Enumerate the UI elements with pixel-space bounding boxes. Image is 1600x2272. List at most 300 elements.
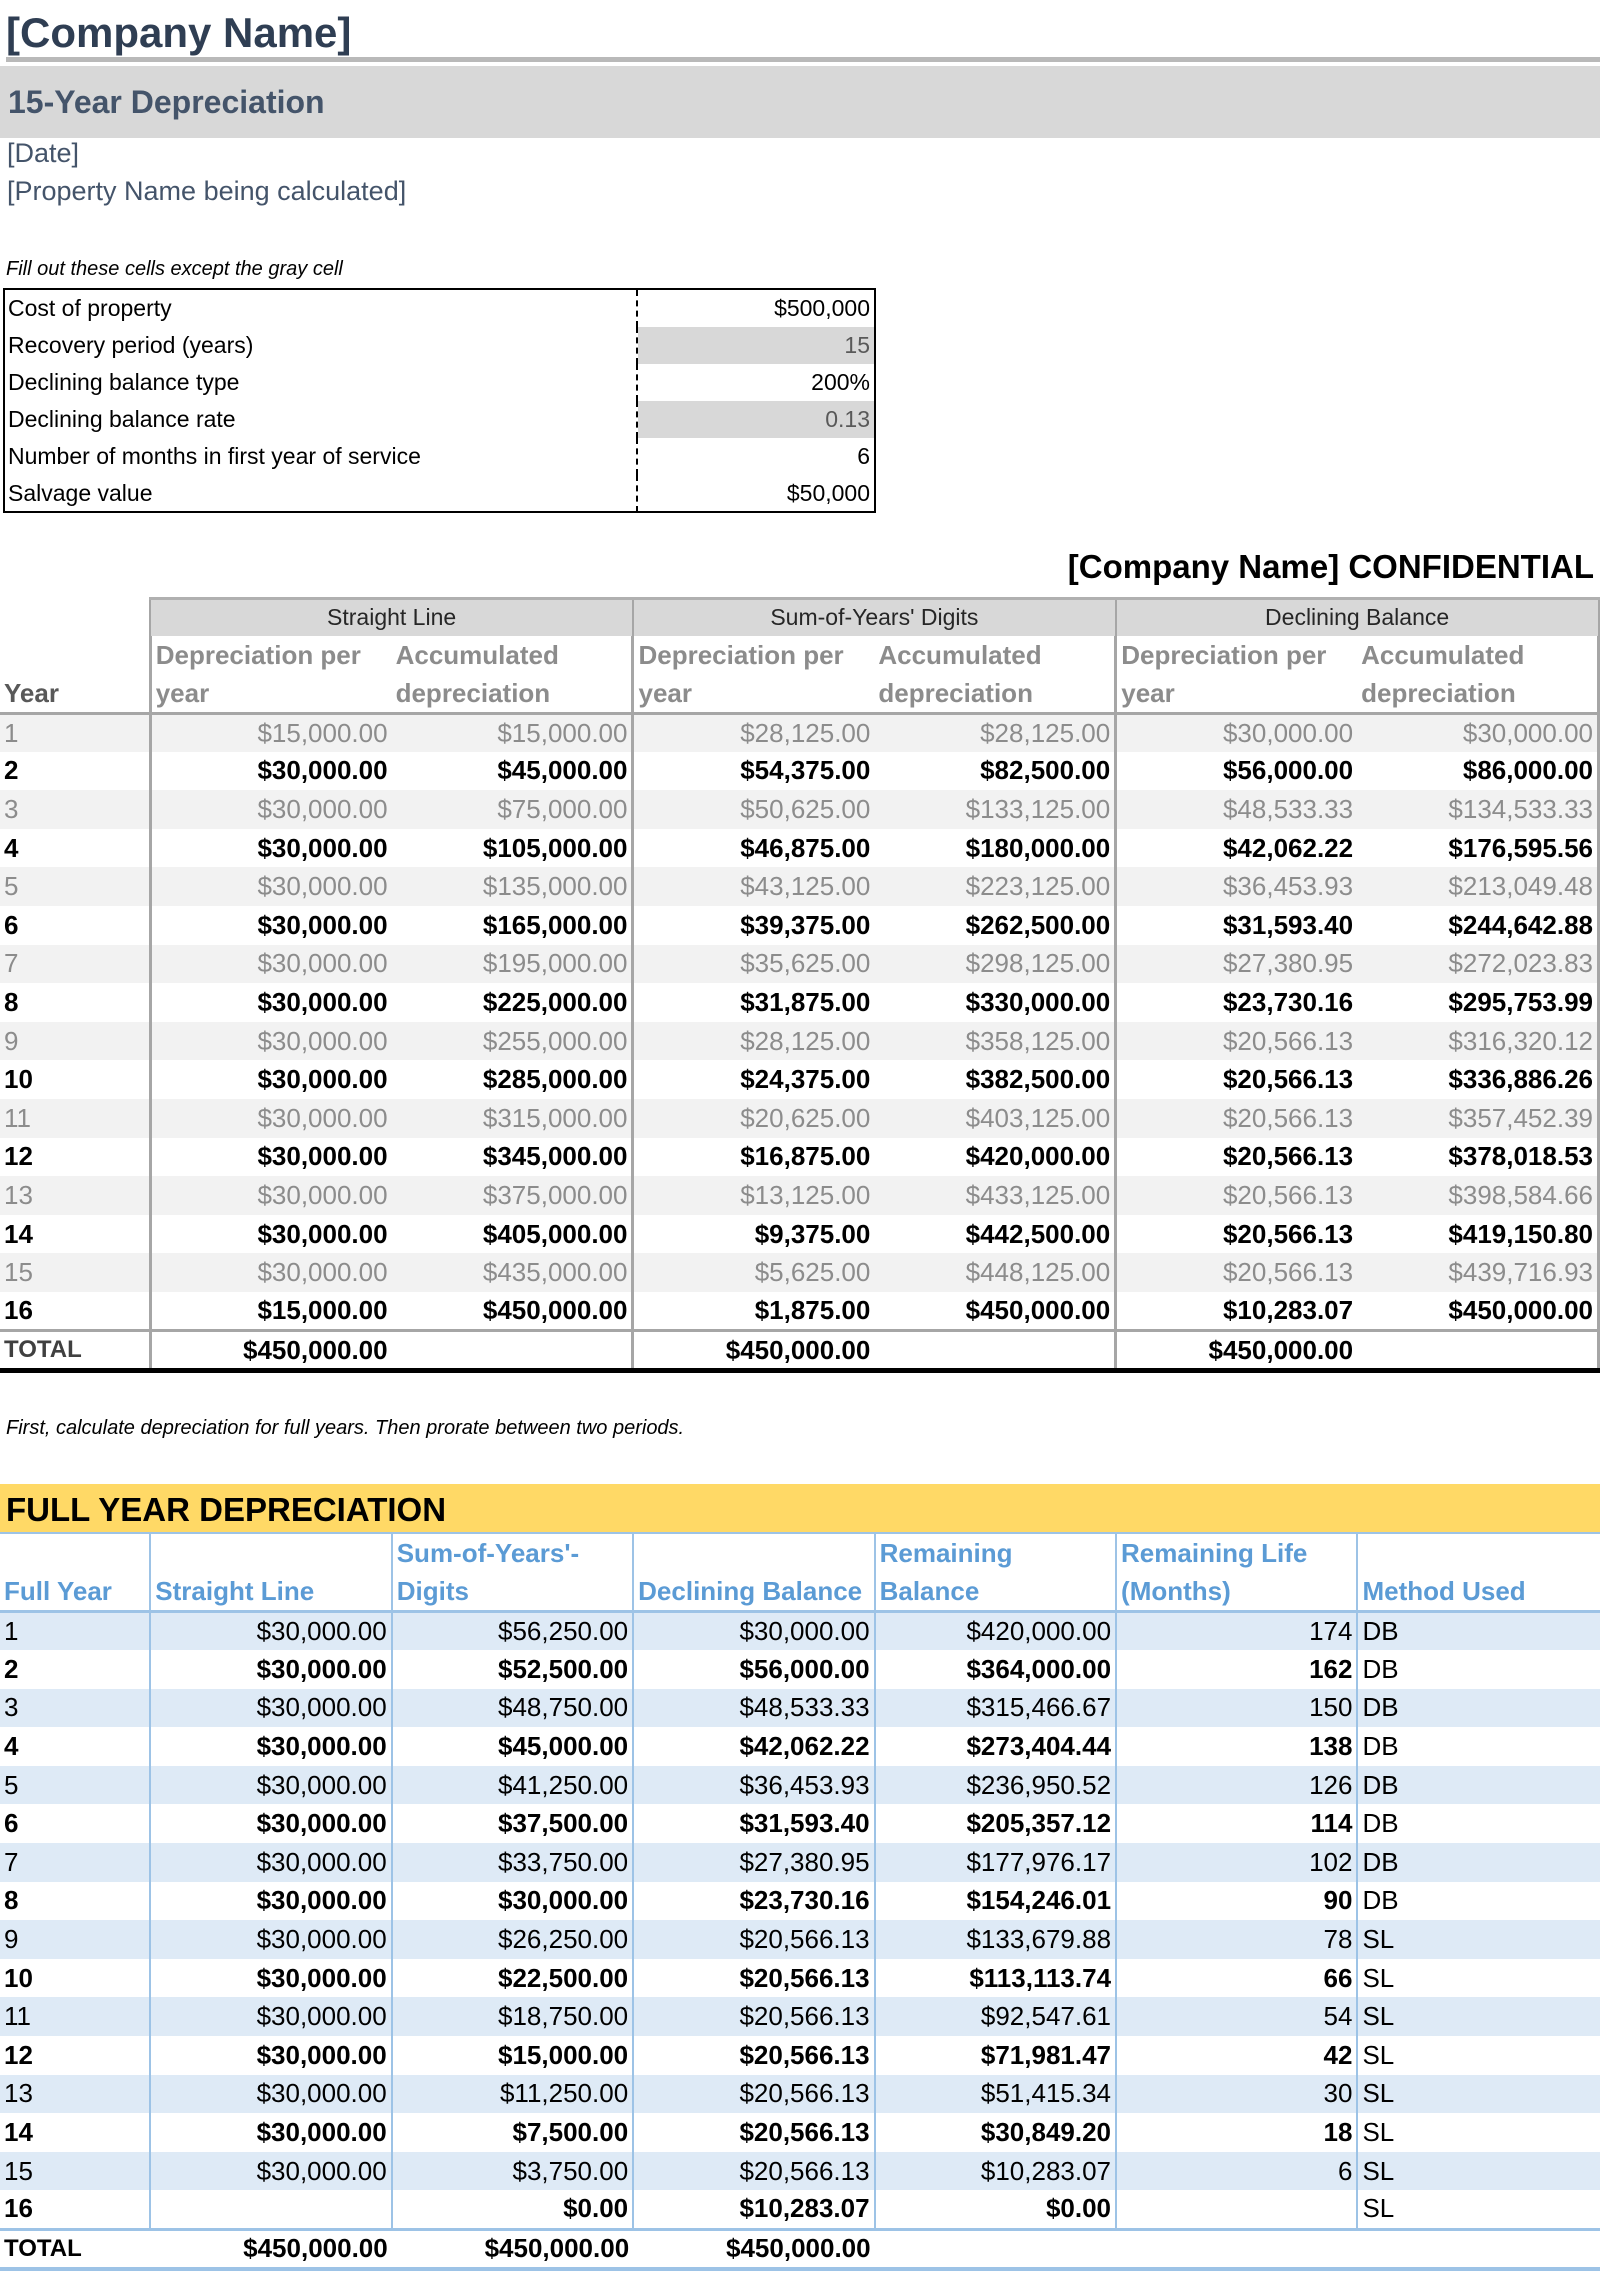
fy-year-cell: 2	[0, 1650, 150, 1689]
fy-total-label: TOTAL	[0, 2229, 150, 2269]
fy-rb-cell: $133,679.88	[875, 1920, 1116, 1959]
syd-dep-cell: $54,375.00	[633, 752, 874, 791]
year-cell: 13	[0, 1176, 150, 1215]
table-row	[0, 2152, 1600, 2191]
table-row	[0, 1689, 1600, 1728]
table-row	[0, 983, 1599, 1022]
year-cell: 4	[0, 829, 150, 868]
fy-syd-cell: $37,500.00	[392, 1804, 633, 1843]
sl-dep-cell: $30,000.00	[150, 867, 391, 906]
fy-db-cell: $20,566.13	[633, 2113, 874, 2152]
fy-sl-cell: $30,000.00	[150, 2113, 391, 2152]
fy-year-cell: 5	[0, 1766, 150, 1805]
db-acc-cell: $419,150.80	[1357, 1215, 1598, 1254]
db-dep-cell: $20,566.13	[1116, 1253, 1357, 1292]
fy-life-cell: 6	[1116, 2152, 1357, 2191]
fy-life-cell: 66	[1116, 1959, 1357, 1998]
remaining-balance-header: Remaining Balance	[875, 1533, 1116, 1612]
db-dep-cell: $31,593.40	[1116, 906, 1357, 945]
fy-syd-cell: $41,250.00	[392, 1766, 633, 1805]
year-cell: 10	[0, 1060, 150, 1099]
fy-syd-cell: $15,000.00	[392, 2036, 633, 2075]
input-value[interactable]: 6	[857, 443, 870, 469]
fy-life-cell: 78	[1116, 1920, 1357, 1959]
remaining-life-header: Remaining Life (Months)	[1116, 1533, 1357, 1612]
fy-year-cell: 10	[0, 1959, 150, 1998]
syd-header: Sum-of-Years'-Digits	[392, 1533, 633, 1612]
group-straight-line: Straight Line	[150, 599, 633, 636]
fy-rb-cell: $364,000.00	[875, 1650, 1116, 1689]
fy-rb-cell: $30,849.20	[875, 2113, 1116, 2152]
db-dep-cell: $20,566.13	[1116, 1176, 1357, 1215]
fy-rb-cell: $10,283.07	[875, 2152, 1116, 2191]
group-sum-of-years: Sum-of-Years' Digits	[633, 599, 1116, 636]
sl-dep-header: Depreciation per year	[150, 636, 391, 714]
input-label: Number of months in first year of service	[5, 438, 638, 475]
fy-sl-cell: $30,000.00	[150, 1920, 391, 1959]
fy-total-rb	[875, 2229, 1116, 2269]
fy-year-cell: 12	[0, 2036, 150, 2075]
fy-sl-cell: $30,000.00	[150, 1882, 391, 1921]
fy-total-sl: $450,000.00	[150, 2229, 391, 2269]
input-label: Declining balance type	[5, 364, 638, 401]
sl-acc-cell: $315,000.00	[392, 1099, 633, 1138]
db-dep-cell: $20,566.13	[1116, 1022, 1357, 1061]
fy-method-cell: SL	[1357, 1920, 1600, 1959]
fy-method-cell: SL	[1357, 2113, 1600, 2152]
sl-acc-cell: $255,000.00	[392, 1022, 633, 1061]
sl-acc-cell: $405,000.00	[392, 1215, 633, 1254]
year-cell: 8	[0, 983, 150, 1022]
total-sl-acc	[392, 1331, 633, 1371]
table-row	[0, 1920, 1600, 1959]
fy-method-cell: DB	[1357, 1804, 1600, 1843]
syd-acc-cell: $180,000.00	[874, 829, 1115, 868]
fy-db-cell: $20,566.13	[633, 1920, 874, 1959]
input-row	[5, 401, 874, 438]
fy-year-cell: 1	[0, 1612, 150, 1651]
fy-life-cell: 114	[1116, 1804, 1357, 1843]
table-row	[0, 2190, 1600, 2229]
fy-db-cell: $20,566.13	[633, 2152, 874, 2191]
sl-acc-cell: $375,000.00	[392, 1176, 633, 1215]
property-name-field[interactable]: [Property Name being calculated]	[7, 176, 407, 206]
fy-db-cell: $31,593.40	[633, 1804, 874, 1843]
sl-acc-cell: $75,000.00	[392, 790, 633, 829]
fy-db-cell: $56,000.00	[633, 1650, 874, 1689]
table-row	[0, 1766, 1600, 1805]
fy-db-cell: $10,283.07	[633, 2190, 874, 2229]
year-cell: 7	[0, 945, 150, 984]
sl-dep-cell: $30,000.00	[150, 1022, 391, 1061]
fy-db-cell: $27,380.95	[633, 1843, 874, 1882]
sl-acc-cell: $435,000.00	[392, 1253, 633, 1292]
fy-method-cell: DB	[1357, 1766, 1600, 1805]
sl-dep-cell: $30,000.00	[150, 1253, 391, 1292]
fy-rb-cell: $0.00	[875, 2190, 1116, 2229]
fy-life-cell: 42	[1116, 2036, 1357, 2075]
syd-dep-cell: $46,875.00	[633, 829, 874, 868]
fy-life-cell: 150	[1116, 1689, 1357, 1728]
db-dep-cell: $20,566.13	[1116, 1215, 1357, 1254]
syd-dep-cell: $5,625.00	[633, 1253, 874, 1292]
sl-dep-cell: $15,000.00	[150, 713, 391, 752]
fy-db-cell: $20,566.13	[633, 2036, 874, 2075]
fy-method-cell: SL	[1357, 1959, 1600, 1998]
db-acc-cell: $272,023.83	[1357, 945, 1598, 984]
fy-db-cell: $20,566.13	[633, 2075, 874, 2114]
db-acc-cell: $213,049.48	[1357, 867, 1598, 906]
table-row	[0, 1253, 1599, 1292]
fy-year-cell: 14	[0, 2113, 150, 2152]
total-syd: $450,000.00	[633, 1331, 874, 1371]
input-label: Salvage value	[5, 475, 638, 512]
full-year-table	[0, 1532, 1600, 2271]
input-row	[5, 327, 874, 364]
fy-rb-cell: $420,000.00	[875, 1612, 1116, 1651]
db-dep-cell: $20,566.13	[1116, 1138, 1357, 1177]
syd-acc-cell: $298,125.00	[874, 945, 1115, 984]
input-value[interactable]: $500,000	[774, 295, 870, 321]
db-acc-header: Accumulated depreciation	[1357, 636, 1598, 714]
year-cell: 3	[0, 790, 150, 829]
db-acc-cell: $439,716.93	[1357, 1253, 1598, 1292]
table-row	[0, 1882, 1600, 1921]
syd-acc-cell: $433,125.00	[874, 1176, 1115, 1215]
fy-syd-cell: $0.00	[392, 2190, 633, 2229]
year-cell: 5	[0, 867, 150, 906]
sl-dep-cell: $30,000.00	[150, 1176, 391, 1215]
input-instruction: Fill out these cells except the gray cell	[6, 258, 343, 280]
sl-dep-cell: $30,000.00	[150, 829, 391, 868]
input-row	[5, 290, 874, 327]
fy-rb-cell: $205,357.12	[875, 1804, 1116, 1843]
sl-acc-cell: $195,000.00	[392, 945, 633, 984]
fy-syd-cell: $48,750.00	[392, 1689, 633, 1728]
syd-dep-cell: $50,625.00	[633, 790, 874, 829]
input-label: Cost of property	[5, 290, 638, 327]
year-cell: 14	[0, 1215, 150, 1254]
sl-dep-cell: $15,000.00	[150, 1292, 391, 1331]
input-table	[3, 288, 876, 513]
fy-method-cell: SL	[1357, 2152, 1600, 2191]
fy-rb-cell: $51,415.34	[875, 2075, 1116, 2114]
confidential-label: [Company Name] CONFIDENTIAL	[1067, 548, 1594, 585]
fy-year-cell: 7	[0, 1843, 150, 1882]
db-dep-cell: $30,000.00	[1116, 713, 1357, 752]
date-field[interactable]: [Date]	[7, 138, 80, 168]
table-row	[0, 1060, 1599, 1099]
fy-syd-cell: $26,250.00	[392, 1920, 633, 1959]
fy-rb-cell: $273,404.44	[875, 1727, 1116, 1766]
syd-acc-cell: $262,500.00	[874, 906, 1115, 945]
db-acc-cell: $134,533.33	[1357, 790, 1598, 829]
method-used-header: Method Used	[1357, 1533, 1600, 1612]
table-row	[0, 2036, 1600, 2075]
sl-acc-header: Accumulated depreciation	[392, 636, 633, 714]
fy-db-cell: $30,000.00	[633, 1612, 874, 1651]
depreciation-table	[0, 597, 1600, 1373]
fy-rb-cell: $92,547.61	[875, 1997, 1116, 2036]
fy-year-cell: 6	[0, 1804, 150, 1843]
db-dep-cell: $23,730.16	[1116, 983, 1357, 1022]
fy-method-cell: SL	[1357, 1997, 1600, 2036]
table-row	[0, 945, 1599, 984]
table-row	[0, 1292, 1599, 1331]
total-syd-acc	[874, 1331, 1115, 1371]
sl-acc-cell: $45,000.00	[392, 752, 633, 791]
fy-syd-cell: $7,500.00	[392, 2113, 633, 2152]
db-dep-header: Depreciation per year	[1116, 636, 1357, 714]
syd-acc-cell: $358,125.00	[874, 1022, 1115, 1061]
syd-acc-header: Accumulated depreciation	[874, 636, 1115, 714]
input-row	[5, 438, 874, 475]
sl-acc-cell: $15,000.00	[392, 713, 633, 752]
fy-method-cell: DB	[1357, 1650, 1600, 1689]
input-row	[5, 475, 874, 512]
year-header: Year	[0, 636, 150, 714]
fy-sl-cell: $30,000.00	[150, 1804, 391, 1843]
table-row	[0, 1843, 1600, 1882]
table-row	[0, 790, 1599, 829]
fy-db-cell: $20,566.13	[633, 1997, 874, 2036]
table-row	[0, 1612, 1600, 1651]
fy-life-cell: 138	[1116, 1727, 1357, 1766]
fy-sl-cell	[150, 2190, 391, 2229]
fy-syd-cell: $56,250.00	[392, 1612, 633, 1651]
syd-acc-cell: $28,125.00	[874, 713, 1115, 752]
table-row	[0, 713, 1599, 752]
syd-dep-cell: $16,875.00	[633, 1138, 874, 1177]
table-row	[0, 1804, 1600, 1843]
fy-method-cell: DB	[1357, 1727, 1600, 1766]
fy-year-cell: 15	[0, 2152, 150, 2191]
total-db: $450,000.00	[1116, 1331, 1357, 1371]
declining-balance-header: Declining Balance	[633, 1533, 874, 1612]
fy-method-cell: DB	[1357, 1689, 1600, 1728]
fy-syd-cell: $52,500.00	[392, 1650, 633, 1689]
sl-dep-cell: $30,000.00	[150, 906, 391, 945]
syd-acc-cell: $382,500.00	[874, 1060, 1115, 1099]
total-label: TOTAL	[0, 1331, 150, 1371]
fy-syd-cell: $11,250.00	[392, 2075, 633, 2114]
db-dep-cell: $20,566.13	[1116, 1060, 1357, 1099]
db-acc-cell: $378,018.53	[1357, 1138, 1598, 1177]
db-acc-cell: $244,642.88	[1357, 906, 1598, 945]
fy-total-syd: $450,000.00	[392, 2229, 633, 2269]
db-dep-cell: $42,062.22	[1116, 829, 1357, 868]
sl-acc-cell: $225,000.00	[392, 983, 633, 1022]
fy-life-cell: 30	[1116, 2075, 1357, 2114]
syd-dep-cell: $20,625.00	[633, 1099, 874, 1138]
fy-sl-cell: $30,000.00	[150, 1766, 391, 1805]
fy-sl-cell: $30,000.00	[150, 1689, 391, 1728]
table-row	[0, 1215, 1599, 1254]
fy-sl-cell: $30,000.00	[150, 1997, 391, 2036]
fy-rb-cell: $113,113.74	[875, 1959, 1116, 1998]
fy-life-cell: 126	[1116, 1766, 1357, 1805]
syd-dep-cell: $24,375.00	[633, 1060, 874, 1099]
db-acc-cell: $450,000.00	[1357, 1292, 1598, 1331]
fy-total-life	[1116, 2229, 1357, 2269]
year-cell: 11	[0, 1099, 150, 1138]
syd-acc-cell: $82,500.00	[874, 752, 1115, 791]
syd-dep-cell: $13,125.00	[633, 1176, 874, 1215]
full-year-header: Full Year	[0, 1533, 150, 1612]
fy-syd-cell: $18,750.00	[392, 1997, 633, 2036]
fy-year-cell: 16	[0, 2190, 150, 2229]
syd-acc-cell: $330,000.00	[874, 983, 1115, 1022]
fy-total-db: $450,000.00	[633, 2229, 874, 2269]
db-dep-cell: $20,566.13	[1116, 1099, 1357, 1138]
sl-dep-cell: $30,000.00	[150, 1060, 391, 1099]
db-acc-cell: $30,000.00	[1357, 713, 1598, 752]
fy-db-cell: $20,566.13	[633, 1959, 874, 1998]
sl-acc-cell: $450,000.00	[392, 1292, 633, 1331]
db-acc-cell: $176,595.56	[1357, 829, 1598, 868]
fy-life-cell: 102	[1116, 1843, 1357, 1882]
table-row	[0, 752, 1599, 791]
fy-year-cell: 13	[0, 2075, 150, 2114]
table-row	[0, 1176, 1599, 1215]
table-row	[0, 1997, 1600, 2036]
fy-method-cell: SL	[1357, 2036, 1600, 2075]
fy-life-cell: 54	[1116, 1997, 1357, 2036]
db-acc-cell: $357,452.39	[1357, 1099, 1598, 1138]
syd-acc-cell: $448,125.00	[874, 1253, 1115, 1292]
syd-acc-cell: $403,125.00	[874, 1099, 1115, 1138]
syd-dep-cell: $9,375.00	[633, 1215, 874, 1254]
fy-syd-cell: $3,750.00	[392, 2152, 633, 2191]
table-row	[0, 2113, 1600, 2152]
syd-acc-cell: $450,000.00	[874, 1292, 1115, 1331]
fy-life-cell: 162	[1116, 1650, 1357, 1689]
db-dep-cell: $10,283.07	[1116, 1292, 1357, 1331]
fy-rb-cell: $71,981.47	[875, 2036, 1116, 2075]
db-acc-cell: $398,584.66	[1357, 1176, 1598, 1215]
full-year-heading: FULL YEAR DEPRECIATION	[0, 1484, 1600, 1532]
fy-year-cell: 3	[0, 1689, 150, 1728]
input-value: 0.13	[638, 401, 874, 438]
total-db-acc	[1357, 1331, 1598, 1371]
sl-acc-cell: $105,000.00	[392, 829, 633, 868]
fy-rb-cell: $154,246.01	[875, 1882, 1116, 1921]
fy-year-cell: 4	[0, 1727, 150, 1766]
input-value: 15	[638, 327, 874, 364]
syd-acc-cell: $223,125.00	[874, 867, 1115, 906]
fy-life-cell: 90	[1116, 1882, 1357, 1921]
syd-dep-cell: $39,375.00	[633, 906, 874, 945]
db-dep-cell: $36,453.93	[1116, 867, 1357, 906]
table-row	[0, 1022, 1599, 1061]
input-label: Recovery period (years)	[5, 327, 638, 364]
db-acc-cell: $316,320.12	[1357, 1022, 1598, 1061]
syd-dep-cell: $1,875.00	[633, 1292, 874, 1331]
input-label: Declining balance rate	[5, 401, 638, 438]
fy-rb-cell: $315,466.67	[875, 1689, 1116, 1728]
fy-sl-cell: $30,000.00	[150, 2152, 391, 2191]
company-name: [Company Name]	[6, 4, 1600, 62]
table-row	[0, 2075, 1600, 2114]
fy-method-cell: DB	[1357, 1843, 1600, 1882]
syd-acc-cell: $133,125.00	[874, 790, 1115, 829]
syd-acc-cell: $442,500.00	[874, 1215, 1115, 1254]
year-cell: 1	[0, 713, 150, 752]
db-acc-cell: $86,000.00	[1357, 752, 1598, 791]
fy-db-cell: $23,730.16	[633, 1882, 874, 1921]
table-row	[0, 1650, 1600, 1689]
fy-db-cell: $48,533.33	[633, 1689, 874, 1728]
table-row	[0, 1099, 1599, 1138]
sl-dep-cell: $30,000.00	[150, 1215, 391, 1254]
table-row	[0, 906, 1599, 945]
fy-method-cell: DB	[1357, 1612, 1600, 1651]
fy-life-cell	[1116, 2190, 1357, 2229]
straight-line-header: Straight Line	[150, 1533, 391, 1612]
fy-year-cell: 8	[0, 1882, 150, 1921]
sl-dep-cell: $30,000.00	[150, 752, 391, 791]
fy-year-cell: 11	[0, 1997, 150, 2036]
fy-rb-cell: $177,976.17	[875, 1843, 1116, 1882]
fy-sl-cell: $30,000.00	[150, 1843, 391, 1882]
input-value[interactable]: 200%	[811, 369, 870, 395]
calculation-note: First, calculate depreciation for full years. Then prorate between two periods.	[6, 1417, 685, 1439]
fy-year-cell: 9	[0, 1920, 150, 1959]
sl-acc-cell: $345,000.00	[392, 1138, 633, 1177]
fy-syd-cell: $45,000.00	[392, 1727, 633, 1766]
syd-dep-cell: $35,625.00	[633, 945, 874, 984]
year-cell: 16	[0, 1292, 150, 1331]
sl-dep-cell: $30,000.00	[150, 945, 391, 984]
year-cell: 6	[0, 906, 150, 945]
sl-acc-cell: $285,000.00	[392, 1060, 633, 1099]
sl-dep-cell: $30,000.00	[150, 1099, 391, 1138]
syd-dep-cell: $31,875.00	[633, 983, 874, 1022]
sl-dep-cell: $30,000.00	[150, 790, 391, 829]
year-cell: 12	[0, 1138, 150, 1177]
fy-sl-cell: $30,000.00	[150, 1959, 391, 1998]
table-row	[0, 1727, 1600, 1766]
fy-rb-cell: $236,950.52	[875, 1766, 1116, 1805]
sl-dep-cell: $30,000.00	[150, 983, 391, 1022]
fy-life-cell: 174	[1116, 1612, 1357, 1651]
table-row	[0, 1959, 1600, 1998]
fy-life-cell: 18	[1116, 2113, 1357, 2152]
input-value[interactable]: $50,000	[786, 480, 870, 506]
year-cell: 9	[0, 1022, 150, 1061]
fy-syd-cell: $30,000.00	[392, 1882, 633, 1921]
fy-method-cell: SL	[1357, 2075, 1600, 2114]
db-acc-cell: $295,753.99	[1357, 983, 1598, 1022]
fy-syd-cell: $22,500.00	[392, 1959, 633, 1998]
year-cell: 2	[0, 752, 150, 791]
db-dep-cell: $56,000.00	[1116, 752, 1357, 791]
sheet-subtitle: 15-Year Depreciation	[0, 66, 1600, 138]
input-row	[5, 364, 874, 401]
fy-db-cell: $36,453.93	[633, 1766, 874, 1805]
fy-sl-cell: $30,000.00	[150, 1727, 391, 1766]
sl-dep-cell: $30,000.00	[150, 1138, 391, 1177]
total-sl: $450,000.00	[150, 1331, 391, 1371]
fy-method-cell: DB	[1357, 1882, 1600, 1921]
fy-total-method	[1357, 2229, 1600, 2269]
db-acc-cell: $336,886.26	[1357, 1060, 1598, 1099]
fy-sl-cell: $30,000.00	[150, 2075, 391, 2114]
table-row	[0, 829, 1599, 868]
syd-acc-cell: $420,000.00	[874, 1138, 1115, 1177]
group-declining-balance: Declining Balance	[1116, 599, 1599, 636]
fy-sl-cell: $30,000.00	[150, 2036, 391, 2075]
